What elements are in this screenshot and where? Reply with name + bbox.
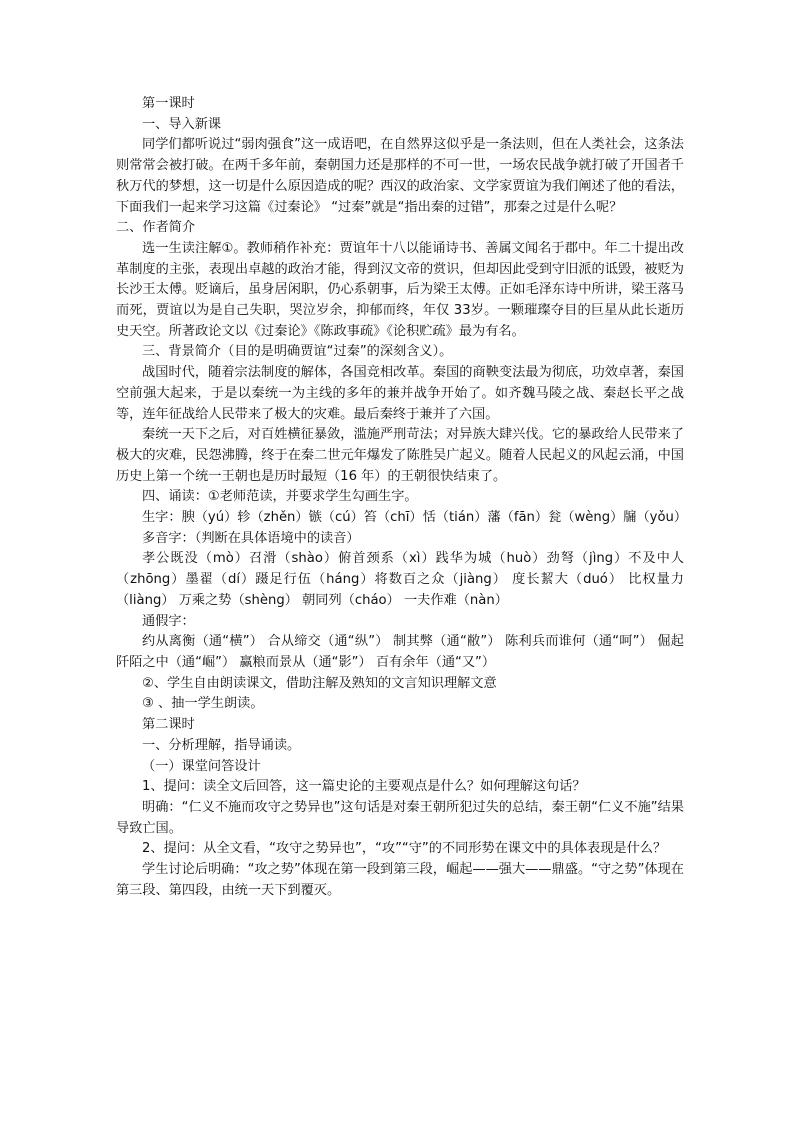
document-body xyxy=(116,94,688,901)
paragraph: 明确：“仁义不施而攻守之势异也”这句话是对秦王朝所犯过失的总结，秦王朝“仁义不施”结果导致亡国。 xyxy=(116,799,684,836)
paragraph: 战国时代，随着宗法制度的解体，各国竞相改革。秦国的商鞅变法最为彻底，功效卓著，秦国空前强大起来，于是以秦统一为主线的多年的兼并战争开始了。如齐魏马陵之战、秦赵长平之战等，连年征战给人民带来了极大的灾难。最后秦终于兼并了六国。 xyxy=(116,365,684,422)
section-heading: 一、导入新课 xyxy=(142,116,222,132)
paragraph: 生字：腴（yú）轸（zhěn）镞（cú）笞（chī）恬（tián）藩（fān）瓮（wèng）牖（yǒu） xyxy=(142,510,688,526)
section-heading: 四、诵读：①老师范读，并要求学生勾画生字。 xyxy=(142,489,418,505)
paragraph: 约从离衡（通“横”） 合从缔交（通“纵”） 制其弊（通“敝”） 陈利兵而谁何（通“呵”） 倔起阡陌之中（通“崛”） 赢粮而景从（通“影”） 百有余年（通“又”） xyxy=(116,634,684,670)
paragraph: 通假字： xyxy=(142,613,195,629)
paragraph: 2、提问：从全文看，“攻守之势异也”，“攻”“守”的不同形势在课文中的具体表现是什么？ xyxy=(142,841,667,857)
paragraph: 多音字：（判断在具体语境中的读音） xyxy=(142,530,360,546)
paragraph: ③ 、抽一学生朗读。 xyxy=(142,696,264,712)
section-heading: 三、背景简介（目的是明确贾谊“过秦”的深刻含义）。 xyxy=(142,344,453,360)
sub-heading: （一）课堂问答设计 xyxy=(142,758,261,774)
paragraph: 学生讨论后明确：“攻之势”体现在第一段到第三段，崛起——强大——鼎盛。“守之势”体现在第三段、第四段，由统一天下到覆灭。 xyxy=(116,862,684,898)
paragraph: 秦统一天下之后，对百姓横征暴敛，滥施严刑苛法；对异族大肆兴伐。它的暴政给人民带来了极大的灾难，民怨沸腾，终于在秦二世元年爆发了陈胜吴广起义。随着人民起义的风起云涌，中国历史上第一个统一王朝也是历时最短（16 年）的王朝很快结束了。 xyxy=(116,427,684,484)
paragraph: 同学们都听说过“弱肉强食”这一成语吧，在自然界这似乎是一条法则，但在人类社会，这条法则常常会被打破。在两千多年前，秦朝国力还是那样的不可一世，一场农民战争就打破了开国者千秋万代的梦想，这一切是什么原因造成的呢？西汉的政治家、文学家贾谊为我们阐述了他的看法，下面我们一起来学习这篇《过秦论》 “过秦”就是“指出秦的过错”，那秦之过是什么呢？ xyxy=(116,137,684,215)
section-heading: 二、作者简介 xyxy=(116,220,196,236)
lesson-heading: 第二课时 xyxy=(142,717,195,733)
paragraph: 1、提问：读全文后回答，这一篇史论的主要观点是什么？如何理解这句话？ xyxy=(142,779,586,795)
paragraph: 选一生读注解①。教师稍作补充：贾谊年十八以能诵诗书、善属文闻名于郡中。年二十提出改革制度的主张，表现出卓越的政治才能，得到汉文帝的赏识，但却因此受到守旧派的诋毁，被贬为长沙王太傅。贬谪后，虽身居闲职，仍心系朝事，后为梁王太傅。正如毛泽东诗中所讲，梁王落马而死，贾谊以为是自己失职，哭泣岁余，抑郁而终，年仅 33岁。一颗璀璨夺目的巨星从此长逝历史天空。所著政论文以《过秦论》《陈政事疏》《论积贮疏》最为有名。 xyxy=(116,240,684,339)
paragraph: 孝公既没（mò）召滑（shào）俯首颈系（xì）践华为城（huò）劲弩（jìng）不及中人（zhōng）墨翟（dí）蹑足行伍（háng）将数百之众（jiàng） 度长絜大（duó） 比权量力（liàng） 万乘之势（shèng） 朝同列（cháo） 一夫作难（nàn） xyxy=(116,551,684,608)
paragraph: ②、学生自由朗读课文，借助注解及熟知的文言知识理解文意 xyxy=(142,675,497,691)
lesson-heading: 第一课时 xyxy=(142,96,195,111)
section-heading: 一、分析理解，指导诵读。 xyxy=(142,737,301,753)
